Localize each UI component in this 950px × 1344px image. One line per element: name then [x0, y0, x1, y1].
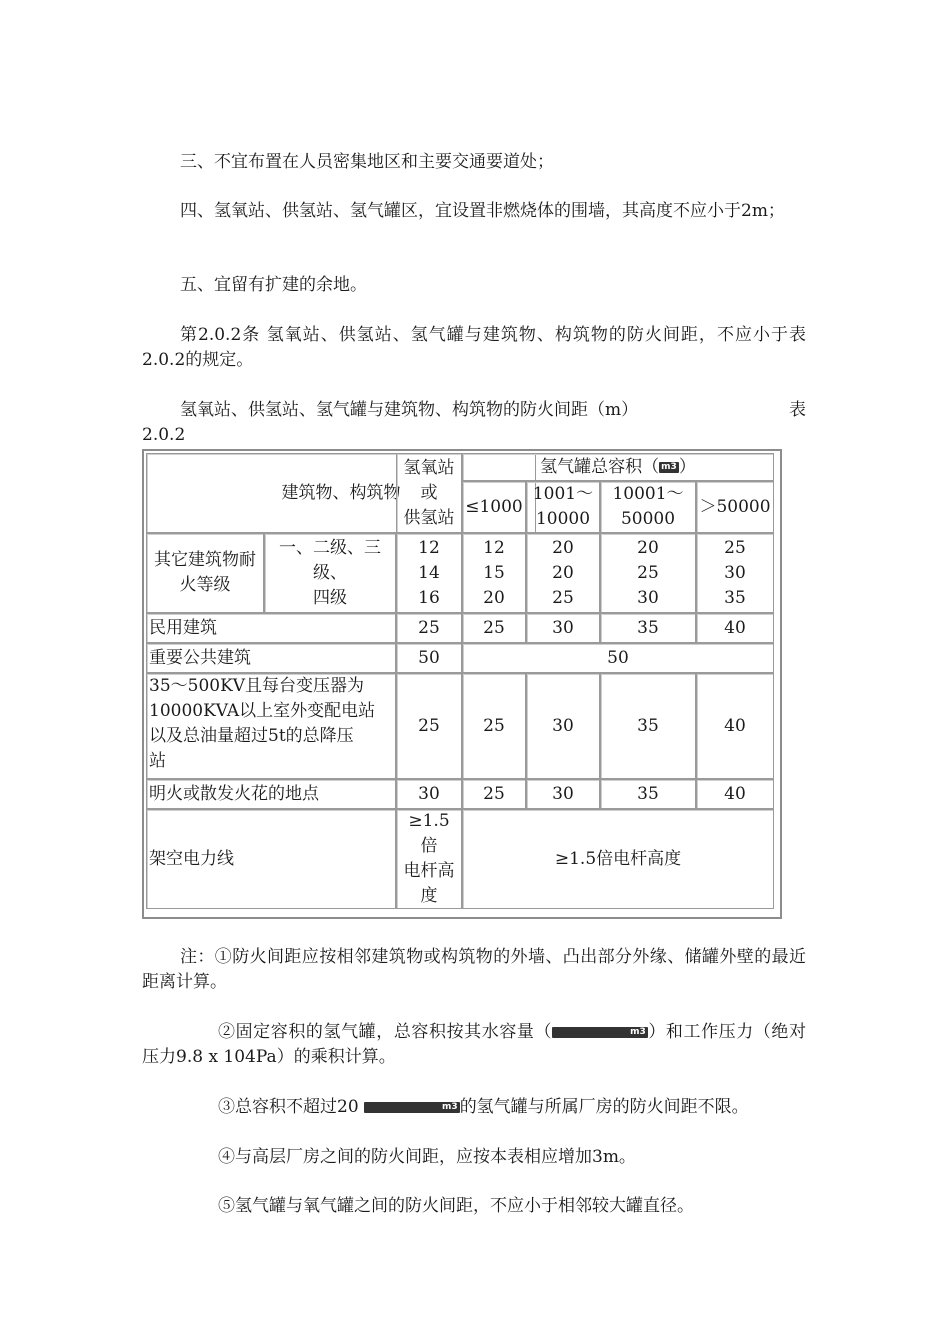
- header-col-2-line: 1001～: [532, 484, 594, 504]
- cubic-meter-icon: m3: [364, 1102, 460, 1113]
- row-substation-c2: 30: [526, 673, 600, 779]
- row-fire-grades-line: 一、二级、三级、: [279, 537, 381, 583]
- table-cell: 20: [637, 537, 659, 558]
- header-tank-text: 氢气罐总容积（: [540, 456, 660, 477]
- row-power-label: 架空电力线: [146, 809, 396, 909]
- paragraph-article-2-0-2: 第2.0.2条 氢氧站、供氢站、氢气罐与建筑物、构筑物的防火间距，不应小于表2.0.2的规定。: [142, 325, 806, 370]
- table-cell: 25: [637, 562, 659, 583]
- row-power-station-line: ≥1.5: [408, 811, 450, 831]
- row-power-merged: ≥1.5倍电杆高度: [462, 809, 774, 909]
- row-civil-c2: 30: [526, 613, 600, 643]
- paragraph-item-4: 四、氢氧站、供氢站、氢气罐区，宜设置非燃烧体的围墙，其高度不应小于2m；: [180, 201, 785, 221]
- table-cell: 14: [418, 562, 440, 583]
- header-col-4: ＞50000: [696, 481, 774, 533]
- row-public-station: 50: [396, 643, 462, 673]
- table-cell: 12: [418, 537, 440, 558]
- header-station-line: 氢氧站: [403, 457, 455, 478]
- row-fire-c3: [600, 533, 696, 613]
- table-caption-number: 2.0.2: [142, 425, 186, 445]
- row-substation-label-line: 10000KVA以上室外变配电站: [149, 701, 376, 721]
- table-cell: 35: [724, 587, 746, 608]
- row-fire-spark-c2: 30: [526, 779, 600, 809]
- row-substation-c4: 40: [696, 673, 774, 779]
- row-substation-c3: 35: [600, 673, 696, 779]
- table-cell: 25: [552, 587, 574, 608]
- header-col-3: [600, 481, 696, 533]
- row-public-merged: 50: [462, 643, 774, 673]
- row-substation-label-line: 站: [149, 751, 166, 771]
- row-fire-station: [396, 533, 462, 613]
- row-civil-c4: 40: [696, 613, 774, 643]
- table-caption-title: 氢氧站、供氢站、氢气罐与建筑物、构筑物的防火间距（m）: [180, 400, 639, 420]
- cubic-meter-icon: m3: [552, 1027, 648, 1038]
- row-fire-spark-label: 明火或散发火花的地点: [146, 779, 396, 809]
- table-cell: 16: [418, 587, 440, 608]
- table-cell: 12: [483, 537, 505, 558]
- cubic-meter-icon: m3: [661, 461, 677, 472]
- paragraph-item-3: 三、不宜布置在人员密集地区和主要交通要道处；: [180, 152, 554, 172]
- row-fire-spark-c3: 35: [600, 779, 696, 809]
- row-power-station-line: 电杆高: [403, 861, 455, 881]
- header-col-1: ≤1000: [462, 481, 526, 533]
- row-fire-grades: [264, 533, 396, 613]
- row-fire-label-line: 其它建筑物耐: [154, 550, 256, 570]
- header-col-3-line: 10001～: [612, 484, 684, 504]
- row-fire-label: [146, 533, 264, 613]
- header-station: [396, 453, 462, 533]
- row-civil-label: 民用建筑: [146, 613, 396, 643]
- table-cell: 20: [483, 587, 505, 608]
- table-cell: 30: [637, 587, 659, 608]
- table-cell: 30: [724, 562, 746, 583]
- row-substation-label-line: 35～500KV且每台变压器为: [149, 676, 365, 696]
- fire-distance-table: [142, 449, 782, 919]
- table-cell: 25: [724, 537, 746, 558]
- row-fire-spark-c4: 40: [696, 779, 774, 809]
- paragraph-item-5: 五、宜留有扩建的余地。: [180, 275, 367, 295]
- table-cell: 20: [552, 562, 574, 583]
- header-building: 建筑物、构筑物: [146, 453, 536, 533]
- row-civil-station: 25: [396, 613, 462, 643]
- note-4: ④与高层厂房之间的防火间距，应按本表相应增加3m。: [218, 1147, 636, 1167]
- row-substation-label: [146, 673, 396, 779]
- note-5: ⑤氢气罐与氧气罐之间的防火间距，不应小于相邻较大罐直径。: [218, 1196, 694, 1216]
- header-col-2: [526, 481, 600, 533]
- row-power-station-line: 倍: [420, 836, 438, 856]
- note-2-text-a: ②固定容积的氢气罐，总容积按其水容量（: [218, 1022, 553, 1042]
- row-fire-c2: [526, 533, 600, 613]
- row-power-station: [396, 809, 462, 909]
- note-2: [142, 1020, 806, 1070]
- row-fire-spark-c1: 25: [462, 779, 526, 809]
- row-fire-c1: [462, 533, 526, 613]
- header-station-line: 或: [420, 482, 438, 503]
- row-substation-c1: 25: [462, 673, 526, 779]
- note-3: [142, 1095, 806, 1120]
- note-3-text-b: 的氢气罐与所属厂房的防火间距不限。: [459, 1097, 749, 1117]
- row-substation-label-line: 以及总油量超过5t的总降压: [149, 726, 354, 746]
- note-2-text-b: ）和工作压力（绝对压力9.8 x 104Pa）的乘积计算。: [142, 1022, 807, 1067]
- header-tank-close: ）: [678, 456, 696, 477]
- row-substation-station: 25: [396, 673, 462, 779]
- row-fire-label-line: 火等级: [179, 575, 231, 595]
- header-tank-total: [462, 453, 774, 481]
- table-cell: 15: [483, 562, 505, 583]
- table-caption: [142, 398, 806, 445]
- row-civil-c3: 35: [600, 613, 696, 643]
- row-power-station-line: 度: [420, 886, 438, 906]
- table-caption-label: 表: [789, 400, 806, 420]
- row-fire-grades-line: 四级: [313, 587, 347, 608]
- row-fire-spark-station: 30: [396, 779, 462, 809]
- note-1: 注：①防火间距应按相邻建筑物或构筑物的外墙、凸出部分外缘、储罐外壁的最近距离计算。: [142, 947, 806, 992]
- header-col-3-line: 50000: [620, 509, 676, 529]
- header-station-line: 供氢站: [403, 507, 455, 528]
- header-col-2-line: 10000: [535, 509, 591, 529]
- row-public-label: 重要公共建筑: [146, 643, 396, 673]
- note-3-text-a: ③总容积不超过20: [218, 1097, 365, 1117]
- row-fire-c4: [696, 533, 774, 613]
- table-cell: 20: [552, 537, 574, 558]
- row-civil-c1: 25: [462, 613, 526, 643]
